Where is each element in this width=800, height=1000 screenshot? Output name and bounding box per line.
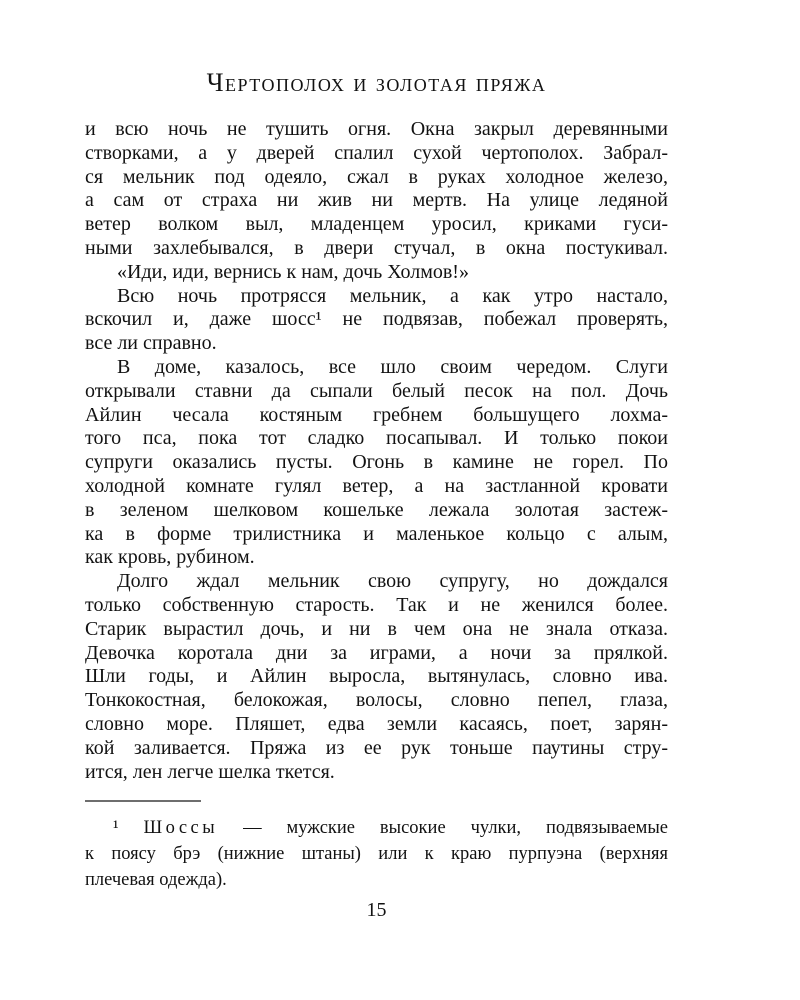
paragraph — [85, 570, 668, 784]
text-line: а сам от страха ни жив ни мертв. На улице ледяной — [85, 189, 668, 212]
text-line: в зеленом шелковом кошельке лежала золотая застеж- — [85, 498, 668, 521]
text-line: Старик вырастил дочь, и ни в чем она не знала отказа. — [85, 617, 668, 640]
text-line: вскочил и, даже шосс¹ не подвязав, побежал проверять, — [85, 308, 668, 331]
text-line: открывали ставни да сыпали белый песок на пол. Дочь — [85, 379, 668, 402]
text-line: ка в форме трилистника и маленькое кольцо с алым, — [85, 522, 668, 545]
page-content — [85, 0, 668, 922]
text-line: Всю ночь протрясся мельник, а как утро настало, — [117, 284, 668, 307]
footnote-marker: ¹ — [113, 818, 119, 839]
text-line: ся мельник под одеяло, сжал в руках холодное железо, — [85, 165, 668, 188]
text-line: и всю ночь не тушить огня. Окна закрыл деревянными — [85, 118, 668, 140]
footnote-divider — [85, 800, 201, 802]
text-line: Долго ждал мельник свою супругу, но дождался — [117, 570, 668, 593]
footnote — [85, 815, 668, 893]
text-line: створками, а у дверей спалил сухой чертополох. Забрал- — [85, 141, 668, 164]
text-line: супруги оказались пусты. Огонь в камине не горел. По — [85, 451, 668, 474]
text-line: все ли справно. — [85, 332, 217, 355]
text-line: только собственную старость. Так и не женился более. — [85, 593, 668, 616]
paragraph — [85, 118, 668, 261]
footnote-text: — мужские высокие чулки, подвязываемые — [243, 818, 669, 839]
text-line: В доме, казалось, все шло своим чередом. Слуги — [117, 355, 668, 378]
footnote-term: Шоссы — [143, 818, 219, 839]
chapter-title: Чертополох и золотая пряжа — [206, 68, 547, 97]
text-line: холодной комнате гулял ветер, а на застланной кровати — [85, 474, 668, 497]
text-line: ится, лен легче шелка ткется. — [85, 760, 335, 783]
footnote-line: к поясу брэ (нижние штаны) или к краю пурпуэна (верхняя — [85, 844, 668, 865]
text-line: Девочка коротала дни за играми, а ночи за прялкой. — [85, 641, 668, 664]
text-line: ными захлебывался, в двери стучал, в окна постукивал. — [85, 236, 668, 259]
footnote-line — [85, 815, 668, 841]
text-line: как кровь, рубином. — [85, 546, 255, 569]
paragraph — [85, 285, 668, 356]
text-line: словно море. Пляшет, едва земли касаясь, поет, зарян- — [85, 712, 668, 735]
paragraph — [85, 261, 668, 285]
text-line: того пса, пока тот сладко посапывал. И только покои — [85, 427, 668, 450]
footnote-line: плечевая одежда). — [85, 870, 227, 891]
text-line: Айлин чесала костяным гребнем большущего лохма- — [85, 403, 668, 426]
page-number: 15 — [366, 899, 387, 922]
body-text — [85, 118, 668, 784]
text-line: Шли годы, и Айлин выросла, вытянулась, словно ива. — [85, 665, 668, 688]
text-line: ветер волком выл, младенцем уросил, криками гуси- — [85, 213, 668, 236]
text-line: кой заливается. Пряжа из ее рук тоньше паутины стру- — [85, 736, 668, 759]
text-line: Тонкокостная, белокожая, волосы, словно пепел, глаза, — [85, 689, 668, 712]
paragraph — [85, 356, 668, 570]
text-line: «Иди, иди, вернись к нам, дочь Холмов!» — [117, 260, 469, 283]
